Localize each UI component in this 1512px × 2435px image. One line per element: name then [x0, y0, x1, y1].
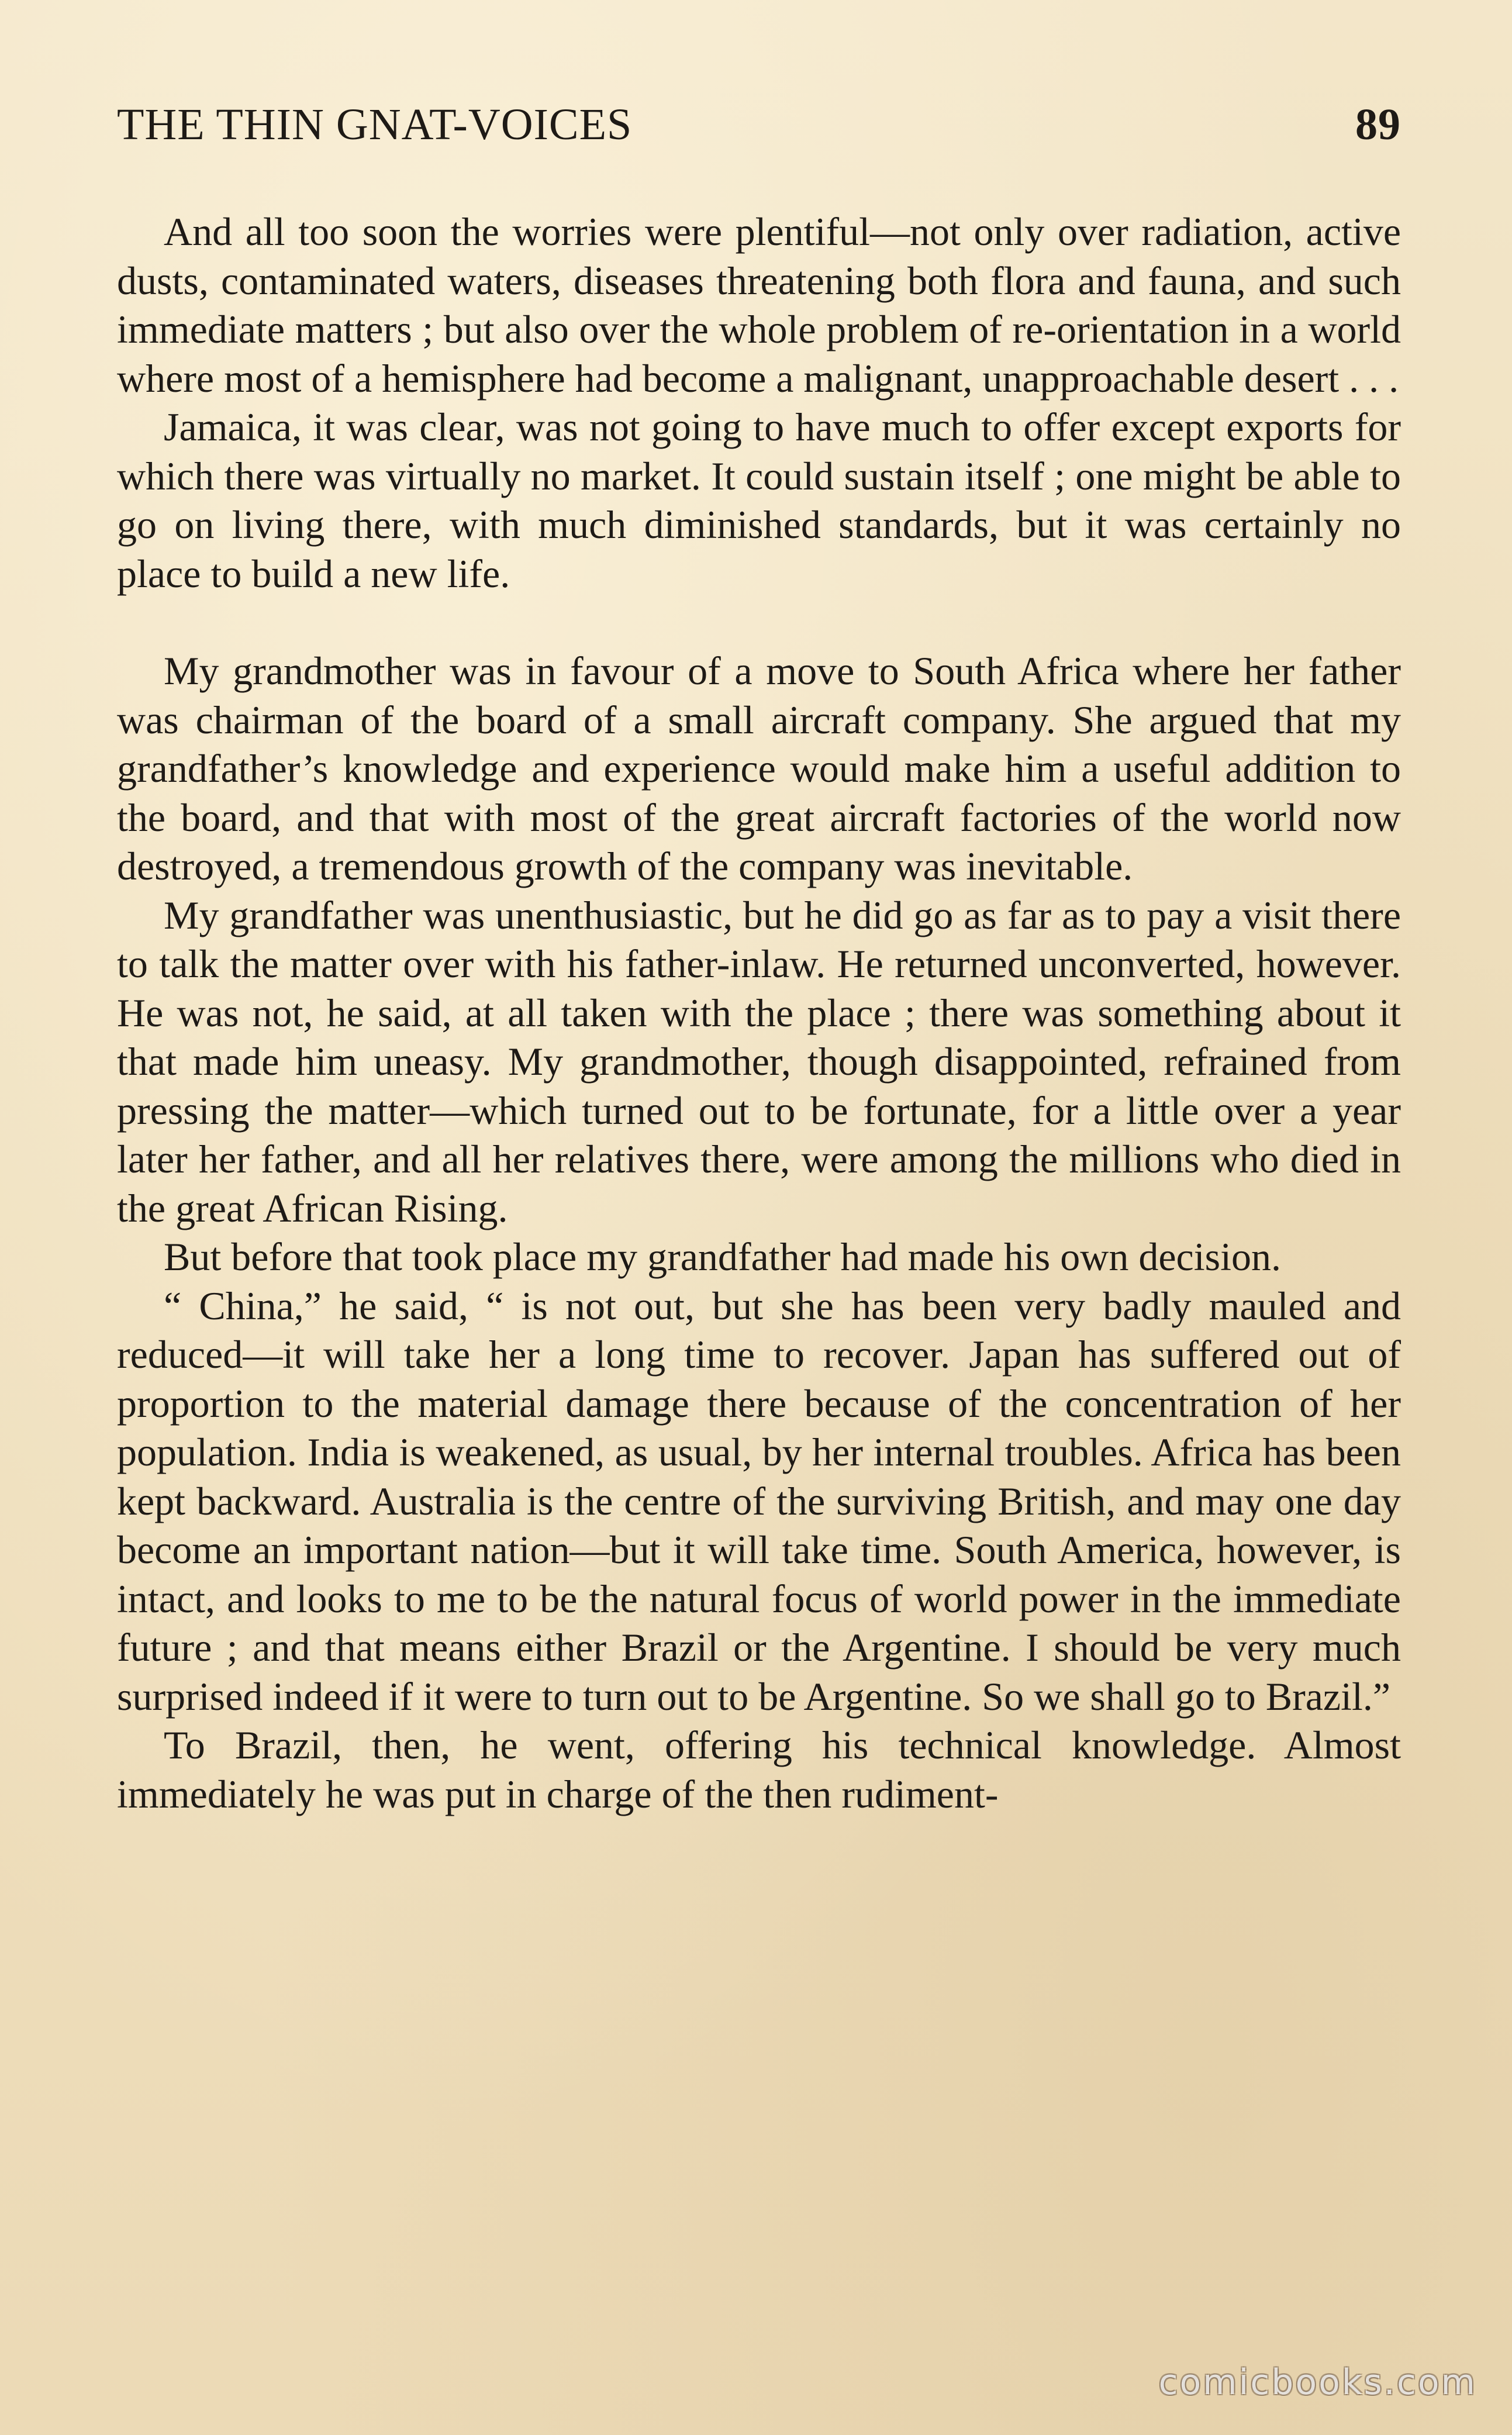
paragraph: But before that took place my grandfather had made his own decision.	[164, 1234, 1281, 1279]
paragraph: “ China,” he said, “ is not out, but she has been very badly mauled and reduced—it will take her a long time to recover. Japan has suffered out of proportion to the material damage there because of the concentration of her population. India is weakened, as usual, by her internal troubles. Africa has been kept backward. Australia is the centre of the surviving British, and may one day become an important nation—but it will take time. South America, however, is intact, and looks to me to be the natural focus of world power in the immediate future ; and that means either Brazil or the Argentine. I should be very much surprised indeed if it were to turn out to be Argentine. So we shall go to Brazil.”	[117, 1283, 1401, 1719]
paragraph: Jamaica, it was clear, was not going to have much to offer except exports for which there was virtually no market. It could sustain itself ; one might be able to go on living there, with much diminished standards, but it was certainly no place to build a new life.	[117, 405, 1401, 596]
watermark: comicbooks.com	[1158, 2362, 1477, 2403]
paragraph: My grandmother was in favour of a move to South Africa where her father was chairman of the board of a small aircraft company. She argued that my grandfather’s knowledge and experience would make him a useful addition to the board, and that with most of the great aircraft factories of the world now destroyed, a tremendous growth of the company was inevitable.	[117, 649, 1401, 888]
running-header	[117, 99, 1401, 170]
paragraph: My grandfather was unenthusiastic, but he did go as far as to pay a visit there to talk the matter over with his father-inlaw. He returned unconverted, however. He was not, he said, at all taken with the place ; there was something about it that made him uneasy. My grandmother, though disappointed, refrained from pressing the matter—which turned out to be fortunate, for a little over a year later her father, and all her relatives there, were among the millions who died in the great African Rising.	[117, 892, 1401, 1230]
page-number: 89	[1355, 100, 1401, 149]
paragraph: And all too soon the worries were plentiful—not only over radiation, active dusts, contaminated waters, diseases threatening both flora and fauna, and such immediate matters ; but also over the whole problem of re-orientation in a world where most of a hemisphere had become a malignant, unapproachable desert . . .	[117, 209, 1401, 401]
page-body	[117, 208, 1401, 1819]
running-title: THE THIN GNAT-VOICES	[117, 100, 633, 149]
paragraph: To Brazil, then, he went, offering his technical knowledge. Almost immediately he was put in charge of the then rudiment-	[117, 1723, 1401, 1816]
